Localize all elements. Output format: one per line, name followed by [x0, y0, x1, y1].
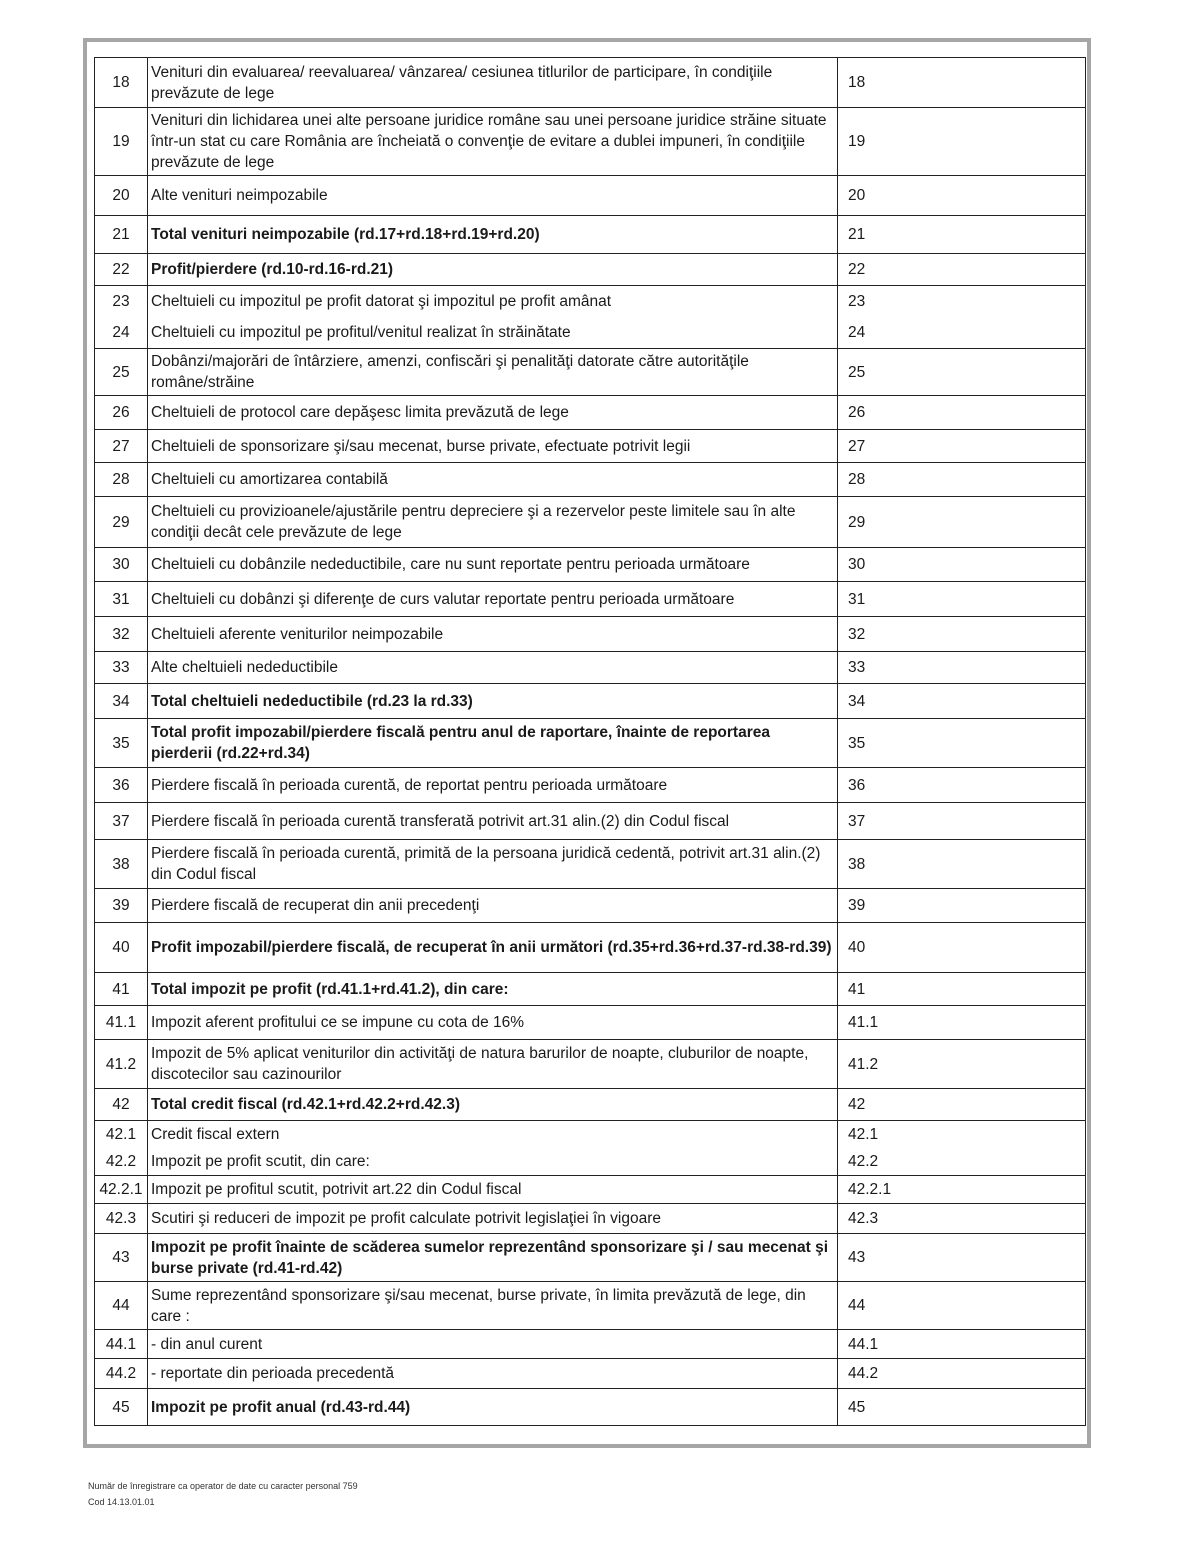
table-row — [95, 1282, 1086, 1330]
row-number: 44.1 — [95, 1330, 148, 1359]
row-number: 44 — [95, 1282, 148, 1330]
table-row — [95, 923, 1086, 973]
form-code: Cod 14.13.01.01 — [88, 1497, 155, 1507]
row-description: Cheltuieli de sponsorizare şi/sau mecenat, burse private, efectuate potrivit legii — [148, 430, 838, 463]
table-row — [95, 719, 1086, 768]
row-code: 41.1 — [838, 1006, 1086, 1040]
row-number: 22 — [95, 254, 148, 286]
row-code: 22 — [838, 254, 1086, 286]
row-number: 25 — [95, 349, 148, 396]
row-number: 19 — [95, 108, 148, 176]
table-row — [95, 1234, 1086, 1282]
table-row — [95, 768, 1086, 803]
row-description: Pierdere fiscală în perioada curentă, de reportat pentru perioada următoare — [148, 768, 838, 803]
table-row — [95, 973, 1086, 1006]
row-description: Cheltuieli cu amortizarea contabilă — [148, 463, 838, 497]
table-row — [95, 803, 1086, 840]
row-description: Cheltuieli cu dobânzile nedeductibile, care nu sunt reportate pentru perioada următoare — [148, 548, 838, 582]
row-code: 44 — [838, 1282, 1086, 1330]
row-number: 42 — [95, 1089, 148, 1121]
row-code: 37 — [838, 803, 1086, 840]
operator-registration-note: Număr de înregistrare ca operator de date cu caracter personal 759 — [88, 1481, 358, 1491]
table-row — [95, 1389, 1086, 1426]
row-code: 34 — [838, 684, 1086, 719]
row-number: 31 — [95, 582, 148, 617]
row-code: 33 — [838, 652, 1086, 684]
row-description: Profit/pierdere (rd.10-rd.16-rd.21) — [148, 254, 838, 286]
table-row — [95, 1204, 1086, 1234]
row-description: Total profit impozabil/pierdere fiscală pentru anul de raportare, înainte de reportarea pierderii (rd.22+rd.34) — [148, 719, 838, 768]
row-number: 37 — [95, 803, 148, 840]
row-number: 28 — [95, 463, 148, 497]
row-number: 18 — [95, 58, 148, 108]
row-number: 23 — [95, 286, 148, 317]
row-number: 33 — [95, 652, 148, 684]
row-description: Sume reprezentând sponsorizare şi/sau mecenat, burse private, în limita prevăzută de lege, din care : — [148, 1282, 838, 1330]
row-code: 32 — [838, 617, 1086, 652]
row-number: 42.2.1 — [95, 1176, 148, 1204]
row-code: 18 — [838, 58, 1086, 108]
row-description: Profit impozabil/pierdere fiscală, de recuperat în anii următori (rd.35+rd.36+rd.37-rd.38-rd.39) — [148, 923, 838, 973]
table-row — [95, 889, 1086, 923]
table-row — [95, 1148, 1086, 1176]
row-description: Total venituri neimpozabile (rd.17+rd.18+rd.19+rd.20) — [148, 216, 838, 254]
row-description: - din anul curent — [148, 1330, 838, 1359]
row-number: 42.1 — [95, 1121, 148, 1148]
table-row — [95, 617, 1086, 652]
row-description: Impozit aferent profitului ce se impune cu cota de 16% — [148, 1006, 838, 1040]
row-code: 26 — [838, 396, 1086, 430]
table-row — [95, 349, 1086, 396]
row-number: 24 — [95, 317, 148, 349]
row-code: 25 — [838, 349, 1086, 396]
table-row — [95, 176, 1086, 216]
row-number: 29 — [95, 497, 148, 548]
row-description: Cheltuieli aferente veniturilor neimpozabile — [148, 617, 838, 652]
row-code: 44.2 — [838, 1359, 1086, 1389]
row-code: 30 — [838, 548, 1086, 582]
row-number: 30 — [95, 548, 148, 582]
row-number: 41 — [95, 973, 148, 1006]
row-code: 42.1 — [838, 1121, 1086, 1148]
table-row — [95, 1176, 1086, 1204]
row-description: Impozit pe profit înainte de scăderea sumelor reprezentând sponsorizare şi / sau mecenat şi burse private (rd.41-rd.42) — [148, 1234, 838, 1282]
row-number: 21 — [95, 216, 148, 254]
row-code: 29 — [838, 497, 1086, 548]
row-description: Impozit pe profit anual (rd.43-rd.44) — [148, 1389, 838, 1426]
row-description: Total credit fiscal (rd.42.1+rd.42.2+rd.42.3) — [148, 1089, 838, 1121]
row-code: 38 — [838, 840, 1086, 889]
row-description: Venituri din evaluarea/ reevaluarea/ vânzarea/ cesiunea titlurilor de participare, în condiţiile prevăzute de lege — [148, 58, 838, 108]
row-description: Total cheltuieli nedeductibile (rd.23 la rd.33) — [148, 684, 838, 719]
row-description: Cheltuieli cu impozitul pe profit datorat şi impozitul pe profit amânat — [148, 286, 838, 317]
row-code: 42.3 — [838, 1204, 1086, 1234]
row-code: 41 — [838, 973, 1086, 1006]
row-description: Alte cheltuieli nedeductibile — [148, 652, 838, 684]
table-body — [95, 58, 1086, 1426]
row-code: 44.1 — [838, 1330, 1086, 1359]
row-description: Impozit de 5% aplicat veniturilor din activităţi de natura barurilor de noapte, cluburilor de noapte, discotecilor sau cazinourilor — [148, 1040, 838, 1089]
row-description: Alte venituri neimpozabile — [148, 176, 838, 216]
table-row — [95, 1040, 1086, 1089]
row-number: 42.3 — [95, 1204, 148, 1234]
row-description: Pierdere fiscală în perioada curentă transferată potrivit art.31 alin.(2) din Codul fiscal — [148, 803, 838, 840]
table-row — [95, 108, 1086, 176]
table-row — [95, 286, 1086, 317]
row-number: 38 — [95, 840, 148, 889]
table-row — [95, 684, 1086, 719]
table-row — [95, 317, 1086, 349]
row-description: Dobânzi/majorări de întârziere, amenzi, confiscări şi penalităţi datorate către autorităţile române/străine — [148, 349, 838, 396]
row-code: 27 — [838, 430, 1086, 463]
row-description: Impozit pe profit scutit, din care: — [148, 1148, 838, 1176]
row-code: 39 — [838, 889, 1086, 923]
row-description: Scutiri şi reduceri de impozit pe profit calculate potrivit legislaţiei în vigoare — [148, 1204, 838, 1234]
row-number: 41.1 — [95, 1006, 148, 1040]
row-code: 40 — [838, 923, 1086, 973]
table-row — [95, 1359, 1086, 1389]
row-description: Pierdere fiscală în perioada curentă, primită de la persoana juridică cedentă, potrivit art.31 alin.(2) din Codul fiscal — [148, 840, 838, 889]
row-number: 27 — [95, 430, 148, 463]
row-code: 42.2 — [838, 1148, 1086, 1176]
row-number: 40 — [95, 923, 148, 973]
row-description: Pierdere fiscală de recuperat din anii precedenţi — [148, 889, 838, 923]
table-row — [95, 1330, 1086, 1359]
table-row — [95, 652, 1086, 684]
row-code: 35 — [838, 719, 1086, 768]
row-number: 41.2 — [95, 1040, 148, 1089]
tax-form-table — [94, 57, 1086, 1426]
row-code: 21 — [838, 216, 1086, 254]
row-description: Cheltuieli de protocol care depăşesc limita prevăzută de lege — [148, 396, 838, 430]
row-code: 31 — [838, 582, 1086, 617]
row-code: 42.2.1 — [838, 1176, 1086, 1204]
row-code: 43 — [838, 1234, 1086, 1282]
table-row — [95, 58, 1086, 108]
table-row — [95, 1089, 1086, 1121]
row-code: 28 — [838, 463, 1086, 497]
row-description: Cheltuieli cu dobânzi şi diferenţe de curs valutar reportate pentru perioada următoare — [148, 582, 838, 617]
row-code: 45 — [838, 1389, 1086, 1426]
row-code: 23 — [838, 286, 1086, 317]
table-row — [95, 463, 1086, 497]
row-number: 36 — [95, 768, 148, 803]
table-row — [95, 1121, 1086, 1148]
table-row — [95, 396, 1086, 430]
row-description: Total impozit pe profit (rd.41.1+rd.41.2), din care: — [148, 973, 838, 1006]
row-number: 34 — [95, 684, 148, 719]
row-description: Cheltuieli cu impozitul pe profitul/venitul realizat în străinătate — [148, 317, 838, 349]
row-number: 35 — [95, 719, 148, 768]
table-row — [95, 430, 1086, 463]
row-number: 26 — [95, 396, 148, 430]
table-row — [95, 582, 1086, 617]
row-description: - reportate din perioada precedentă — [148, 1359, 838, 1389]
row-number: 45 — [95, 1389, 148, 1426]
row-code: 42 — [838, 1089, 1086, 1121]
table-row — [95, 548, 1086, 582]
table-row — [95, 254, 1086, 286]
row-code: 36 — [838, 768, 1086, 803]
row-number: 20 — [95, 176, 148, 216]
row-code: 24 — [838, 317, 1086, 349]
table-row — [95, 1006, 1086, 1040]
table-row — [95, 216, 1086, 254]
row-number: 44.2 — [95, 1359, 148, 1389]
row-number: 39 — [95, 889, 148, 923]
row-description: Credit fiscal extern — [148, 1121, 838, 1148]
row-description: Venituri din lichidarea unei alte persoane juridice române sau unei persoane juridice străine situate într-un stat cu care România are încheiată o convenţie de evitare a dublei impuneri, în condiţiile prevăzute de lege — [148, 108, 838, 176]
table-row — [95, 497, 1086, 548]
row-description: Cheltuieli cu provizioanele/ajustările pentru depreciere şi a rezervelor peste limitele sau în alte condiţii decât cele prevăzute de lege — [148, 497, 838, 548]
row-number: 43 — [95, 1234, 148, 1282]
row-description: Impozit pe profitul scutit, potrivit art.22 din Codul fiscal — [148, 1176, 838, 1204]
row-number: 32 — [95, 617, 148, 652]
row-number: 42.2 — [95, 1148, 148, 1176]
table-row — [95, 840, 1086, 889]
row-code: 41.2 — [838, 1040, 1086, 1089]
row-code: 20 — [838, 176, 1086, 216]
row-code: 19 — [838, 108, 1086, 176]
